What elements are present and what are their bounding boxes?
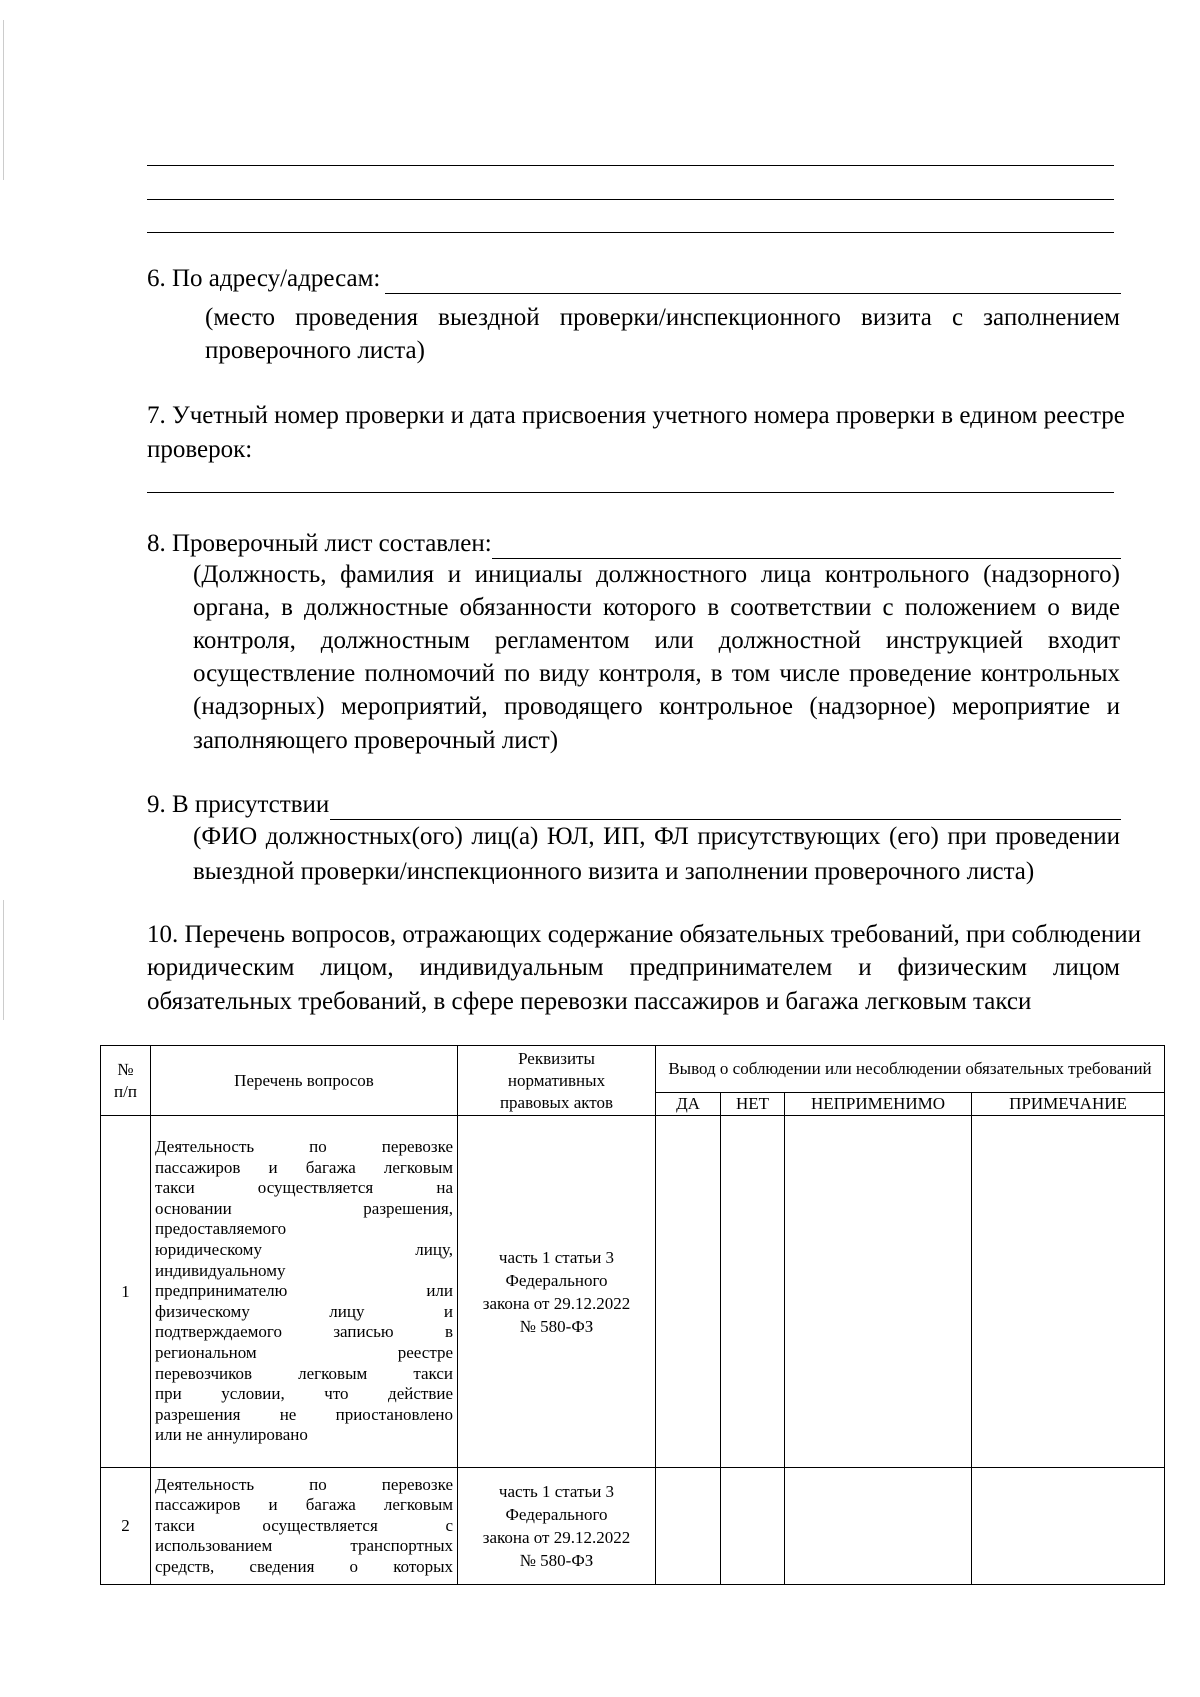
registry-number-fill-line[interactable] [147,492,1114,493]
cell-not-applicable[interactable] [785,1468,972,1585]
header-conclusion: Вывод о соблюдении или несоблюдении обязательных требований [656,1046,1165,1093]
table-header-row [101,1046,1165,1093]
scan-edge [3,900,4,1020]
table-row [101,1116,1165,1468]
section8-note-line3: контроля, должностным регламентом или должностной инструкцией входит [193,627,1120,654]
section9-note-line1: (ФИО должностных(ого) лиц(а) ЮЛ, ИП, ФЛ присутствующих (его) при проведении [193,823,1120,850]
section9-note-line2: выездной проверки/инспекционного визита и заполнении проверочного листа) [193,858,1035,885]
row-legal-ref: часть 1 статьи 3 Федерального закона от 29.12.2022 № 580-ФЗ [458,1116,656,1468]
blank-line [147,232,1114,233]
cell-no[interactable] [721,1468,785,1585]
section8-note-line5: (надзорных) мероприятий, проводящего контрольное (надзорное) мероприятие и [193,693,1120,720]
cell-not-applicable[interactable] [785,1116,972,1468]
blank-line [147,199,1114,200]
blank-line [147,165,1114,166]
section7-line1: 7. Учетный номер проверки и дата присвоения учетного номера проверки в едином реестре [147,402,1125,429]
row-legal-ref: часть 1 статьи 3 Федерального закона от 29.12.2022 № 580-ФЗ [458,1468,656,1585]
section8-note-line6: заполняющего проверочный лист) [193,727,559,754]
row-number: 2 [101,1468,151,1585]
header-note: ПРИМЕЧАНИЕ [972,1093,1165,1116]
section9-label: 9. В присутствии [147,791,330,818]
table-row [101,1468,1165,1585]
cell-note[interactable] [972,1116,1165,1468]
section6-note-line2: проверочного листа) [205,337,425,364]
section8-note-line1: (Должность, фамилия и инициалы должностного лица контрольного (надзорного) [193,561,1120,588]
header-no: НЕТ [721,1093,785,1116]
section8-note-line2: органа, в должностные обязанности которого в соответствии с положением о виде [193,594,1120,621]
checklist-table [100,1045,1165,1585]
section10-line3: обязательных требований, в сфере перевозки пассажиров и багажа легковым такси [147,988,1032,1015]
address-fill-line[interactable] [385,293,1121,294]
section10-line1: 10. Перечень вопросов, отражающих содержание обязательных требований, при соблюдении [147,921,1141,948]
section8-label: 8. Проверочный лист составлен: [147,530,492,557]
header-legal-refs: Реквизиты нормативных правовых актов [458,1046,656,1116]
cell-no[interactable] [721,1116,785,1468]
section7-line2: проверок: [147,436,253,463]
presence-fill-line[interactable] [330,819,1121,820]
compiled-by-fill-line[interactable] [492,558,1121,559]
section6-label: 6. По адресу/адресам: [147,265,381,292]
header-questions: Перечень вопросов [151,1046,458,1116]
header-yes: ДА [656,1093,721,1116]
row-number: 1 [101,1116,151,1468]
section8-note-line4: осуществление полномочий по виду контроля, в том числе проведение контрольных [193,660,1120,687]
section6-note-line1: (место проведения выездной проверки/инспекционного визита с заполнением [205,304,1120,331]
row-question: Деятельность по перевозке пассажиров и багажа легковым такси осуществляется с использованием транспортных средств, сведения о которых [151,1468,458,1585]
header-not-applicable: НЕПРИМЕНИМО [785,1093,972,1116]
cell-yes[interactable] [656,1116,721,1468]
cell-note[interactable] [972,1468,1165,1585]
row-question: Деятельность по перевозке пассажиров и багажа легковым такси осуществляется на основании разрешения, предоставляемого юридическому лицу, индивидуальному предпринимателю или физическому лицу и подтверждаемого записью в региональном реестре перевозчиков легковым такси при условии, что действие разрешения не приостановлено или не аннулировано [151,1116,458,1468]
header-number: № п/п [101,1046,151,1116]
section10-line2: юридическим лицом, индивидуальным предпринимателем и физическим лицом [147,954,1120,981]
cell-yes[interactable] [656,1468,721,1585]
scan-edge [3,20,4,180]
